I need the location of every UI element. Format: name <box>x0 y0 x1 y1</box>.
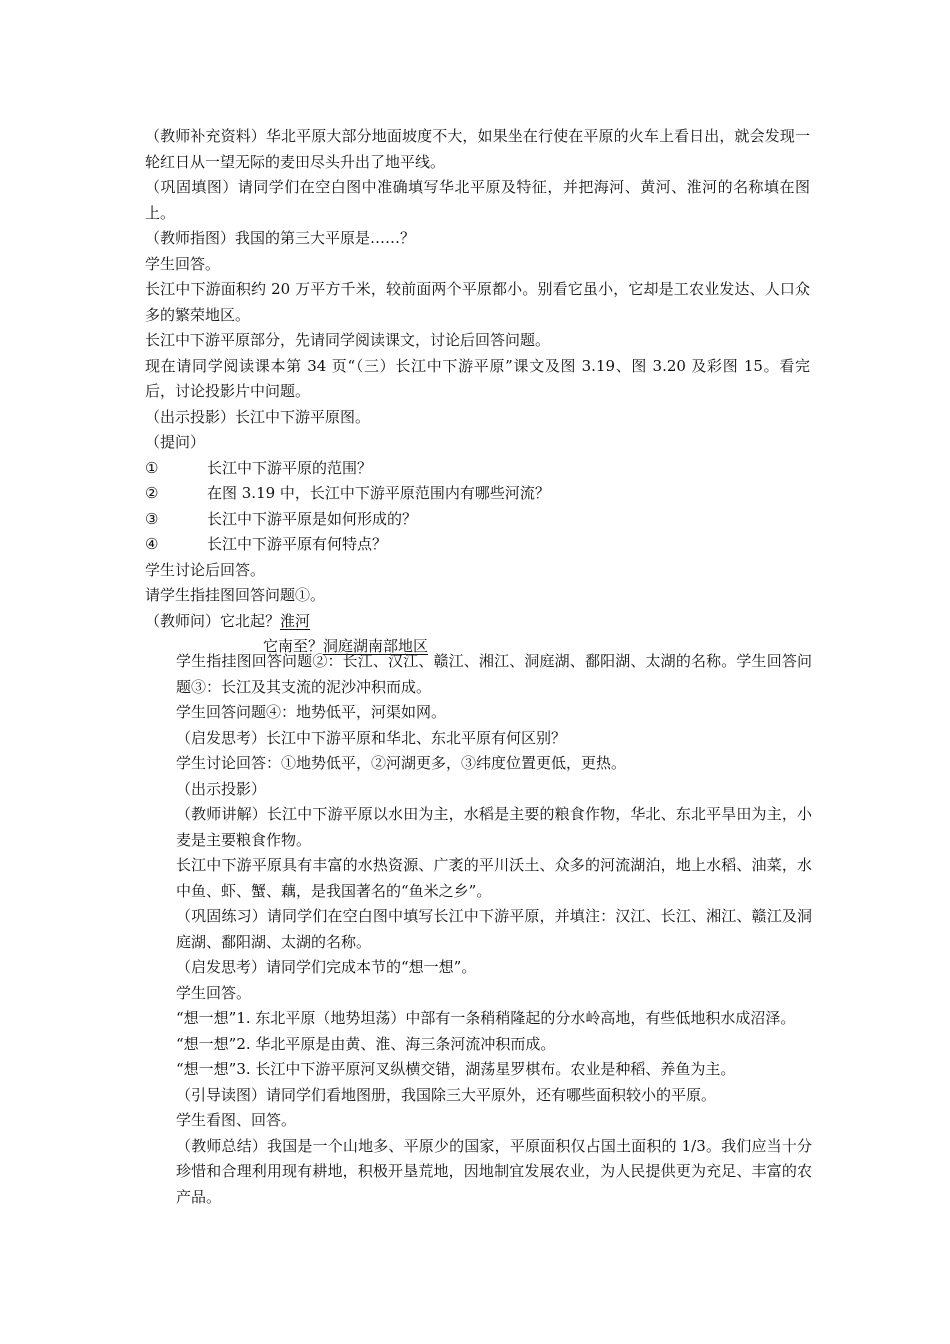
paragraph: 学生回答。 <box>176 983 252 1002</box>
qa-prefix: 它南至？ <box>263 637 324 655</box>
paragraph: 长江中下游平原部分，先请同学阅读课文，讨论后回答问题。 <box>145 331 551 349</box>
paragraph: 长江中下游面积约 20 万平方千米，较前面两个平原都小。别看它虽小，它却是工农业发达、人口众多的繁荣地区。 <box>145 280 810 324</box>
qa-answer: 洞庭湖南部地区 <box>323 637 429 655</box>
question-text: 长江中下游平原有何特点？ <box>207 535 388 553</box>
paragraph: 学生指挂图回答问题②：长江、汉江、赣江、湘江、洞庭湖、鄱阳湖、太湖的名称。学生回答问题③：长江及其支流的泥沙冲积而成。 <box>176 652 812 696</box>
paragraph: （巩固练习）请同学们在空白图中填写长江中下游平原，并填注：汉江、长江、湘江、赣江及洞庭湖、鄱阳湖、太湖的名称。 <box>176 907 812 951</box>
paragraph: 学生讨论回答：①地势低平，②河湖更多，③纬度位置更低，更热。 <box>176 754 627 772</box>
indented-section <box>176 649 812 1210</box>
paragraph: （教师总结）我国是一个山地多、平原少的国家，平原面积仅占国土面积的 1/3。我们应当十分珍惜和合理利用现有耕地，积极开垦荒地，因地制宜发展农业，为人民提供更为充足、丰富的农产品。 <box>176 1136 812 1206</box>
paragraph: 学生回答。 <box>145 254 221 273</box>
paragraph: （引导读图）请同学们看地图册，我国除三大平原外，还有哪些面积较小的平原。 <box>176 1085 717 1104</box>
question-text: 在图 3.19 中，长江中下游平原范围内有哪些河流？ <box>207 484 550 502</box>
paragraph: （教师指图）我国的第三大平原是……？ <box>145 229 416 247</box>
question-number: ③ <box>145 509 159 528</box>
question-text: 长江中下游平原是如何形成的？ <box>207 509 418 528</box>
question-number: ② <box>145 484 159 502</box>
paragraph: “想一想”3. 长江中下游平原河叉纵横交错，湖荡星罗棋布。农业是种稻、养鱼为主。 <box>176 1060 736 1078</box>
qa-line-north <box>145 609 810 635</box>
question-number: ① <box>145 458 159 477</box>
paragraph: （出示投影）长江中下游平原图。 <box>145 407 371 426</box>
paragraph: 学生讨论后回答。 <box>145 560 266 579</box>
paragraph: 长江中下游平原具有丰富的水热资源、广袤的平川沃土、众多的河流湖泊，地上水稻、油菜，水中鱼、虾、蟹、藕，是我国著名的“鱼米之乡”。 <box>176 856 812 900</box>
question-number: ④ <box>145 535 159 553</box>
top-section <box>145 124 810 660</box>
paragraph: “想一想”2. 华北平原是由黄、淮、海三条河流冲积而成。 <box>176 1034 556 1053</box>
paragraph: （巩固填图）请同学们在空白图中准确填写华北平原及特征，并把海河、黄河、淮河的名称填在图上。 <box>145 178 810 222</box>
question-item <box>145 481 810 507</box>
paragraph: （教师讲解）长江中下游平原以水田为主，水稻是主要的粮食作物，华北、东北平旱田为主，小麦是主要粮食作物。 <box>176 805 812 849</box>
paragraph: 现在请同学阅读课本第 34 页“（三）长江中下游平原”课文及图 3.19、图 3.20 及彩图 15。看完后，讨论投影片中问题。 <box>145 356 810 400</box>
paragraph: 请学生指挂图回答问题①。 <box>145 586 326 604</box>
question-list <box>145 456 810 558</box>
question-item <box>145 532 810 558</box>
paragraph: （出示投影） <box>176 779 267 798</box>
qa-prefix: （教师问）它北起？ <box>145 611 281 630</box>
paragraph: （启发思考）长江中下游平原和华北、东北平原有何区别？ <box>176 728 567 747</box>
paragraph: （提问） <box>145 433 206 451</box>
qa-answer: 淮河 <box>280 611 311 630</box>
paragraph: （教师补充资料）华北平原大部分地面坡度不大，如果坐在行使在平原的火车上看日出，就会发现一轮红日从一望无际的麦田尽头升出了地平线。 <box>145 127 810 171</box>
question-item <box>145 507 810 533</box>
paragraph: 学生回答问题④：地势低平，河渠如网。 <box>176 703 447 721</box>
question-text: 长江中下游平原的范围？ <box>207 458 373 477</box>
paragraph: 学生看图、回答。 <box>176 1111 297 1129</box>
question-item <box>145 456 810 482</box>
paragraph: “想一想”1. 东北平原（地势坦荡）中部有一条稍稍隆起的分水岭高地，有些低地积水成沼泽。 <box>176 1009 796 1027</box>
paragraph: （启发思考）请同学们完成本节的“想一想”。 <box>176 958 477 976</box>
